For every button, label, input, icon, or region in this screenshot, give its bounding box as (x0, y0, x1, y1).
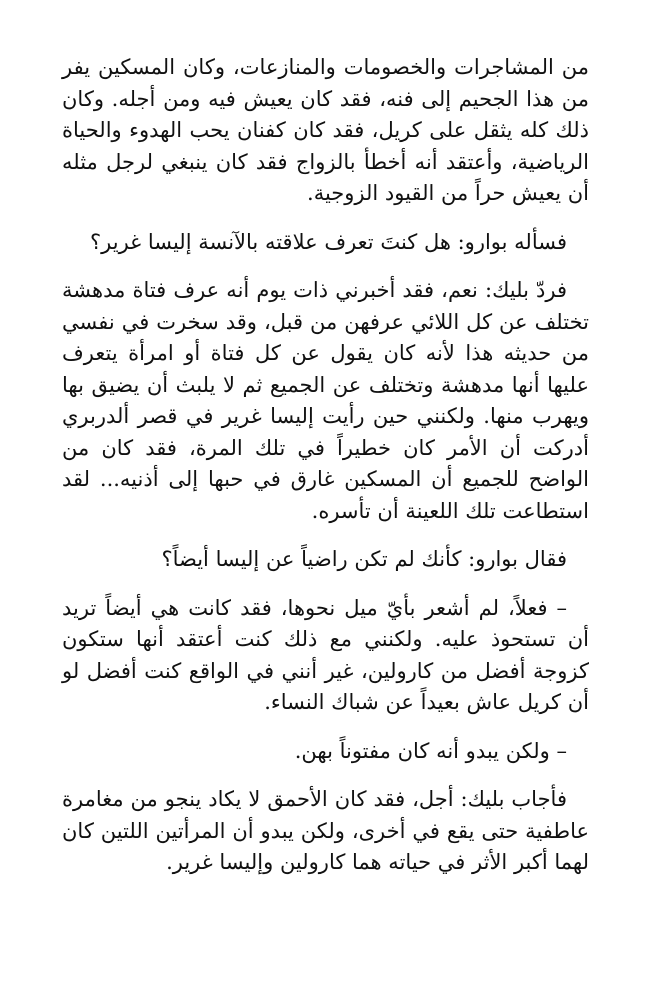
paragraph-3: فردّ بليك: نعم، فقد أخبرني ذات يوم أنه عرف فتاة مدهشة تختلف عن كل اللائي عرفهن من قبل، وقد سخرت في نفسي من حديثه هذا لأنه كان يقول عن كل فتاة أو امرأة يتعرف عليها أنها مدهشة وتختلف عن الجميع ثم لا يلبث أن يضيق بها ويهرب منها. ولكنني حين رأيت إليسا غرير في قصر ألدربري أدركت أن الأمر كان خطيراً في تلك المرة، فقد كان من الواضح للجميع أن المسكين غارق في حبها إلى أذنيه... لقد استطاعت تلك اللعينة أن تأسره. (62, 278, 589, 523)
book-page (62, 52, 589, 896)
paragraph-2: فسأله بوارو: هل كنتَ تعرف علاقته بالآنسة إليسا غرير؟ (90, 229, 567, 254)
paragraph-4: فقال بوارو: كأنك لم تكن راضياً عن إليسا أيضاً؟ (161, 547, 567, 571)
paragraph-5: – فعلاً، لم أشعر بأيّ ميل نحوها، فقد كانت هي أيضاً تريد أن تستحوذ عليه. ولكنني مع ذلك كنت أعتقد أنها ستكون كزوجة أفضل من كارولين، غير أنني في الواقع كنت أفضل لو أن كريل عاش بعيداً عن شباك النساء. (62, 595, 589, 714)
paragraph-6: – ولكن يبدو أنه كان مفتوناً بهن. (294, 738, 567, 763)
paragraph-7: فأجاب بليك: أجل، فقد كان الأحمق لا يكاد ينجو من مغامرة عاطفية حتى يقع في أخرى، ولكن يبدو أن المرأتين اللتين كان لهما أكبر الأثر في حياته هما كارولين وإليسا غرير. (62, 787, 589, 874)
paragraph-1: من المشاجرات والخصومات والمنازعات، وكان المسكين يفر من هذا الجحيم إلى فنه، فقد كان يعيش فيه ومن أجله. وكان ذلك كله يثقل على كريل، فقد كان كفنان يحب الهدوء والحياة الرياضية، وأعتقد أنه أخطأ بالزواج فقد كان ينبغي لرجل مثله أن يعيش حراً من القيود الزوجية. (62, 55, 589, 205)
